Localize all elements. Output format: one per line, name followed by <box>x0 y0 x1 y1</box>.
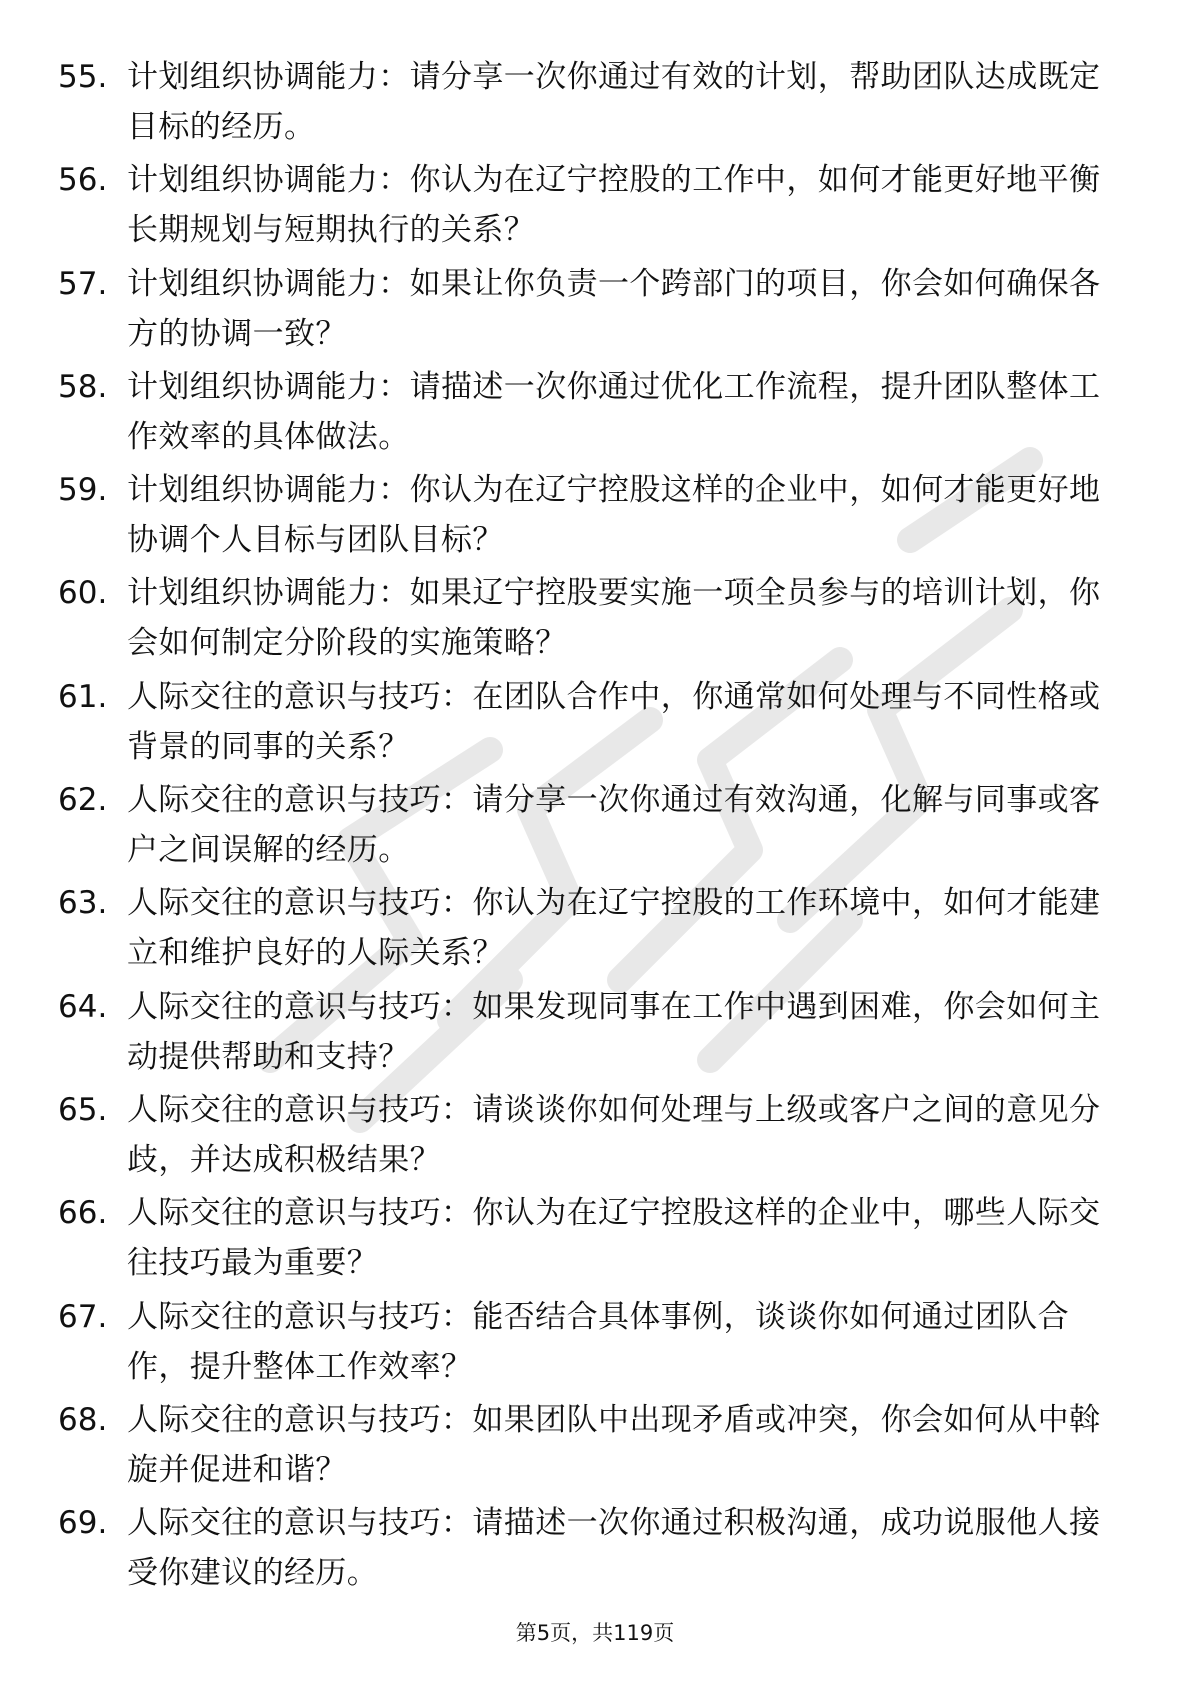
question-item <box>0 878 1190 981</box>
page-footer: 第5页，共119页 <box>515 1621 675 1645</box>
question-number: 60. <box>58 575 108 612</box>
question-list <box>0 52 1190 1601</box>
question-number: 59. <box>58 472 108 509</box>
question-text: 人际交往的意识与技巧：能否结合具体事例，谈谈你如何通过团队合作，提升整体工作效率？ <box>127 1298 1069 1385</box>
question-item <box>0 1188 1190 1291</box>
question-item <box>0 1292 1190 1395</box>
question-item <box>0 672 1190 775</box>
question-number: 63. <box>58 885 108 922</box>
question-item <box>0 155 1190 258</box>
question-number: 67. <box>58 1298 108 1335</box>
question-text: 人际交往的意识与技巧：请分享一次你通过有效沟通，化解与同事或客户之间误解的经历。 <box>127 782 1101 869</box>
question-item <box>0 362 1190 465</box>
question-text: 人际交往的意识与技巧：你认为在辽宁控股的工作环境中，如何才能建立和维护良好的人际关系？ <box>127 885 1101 972</box>
question-text: 人际交往的意识与技巧：请描述一次你通过积极沟通，成功说服他人接受你建议的经历。 <box>127 1505 1101 1592</box>
question-number: 56. <box>58 162 108 199</box>
question-text: 人际交往的意识与技巧：你认为在辽宁控股这样的企业中，哪些人际交往技巧最为重要？ <box>127 1195 1101 1282</box>
question-text: 人际交往的意识与技巧：如果团队中出现矛盾或冲突，你会如何从中斡旋并促进和谐？ <box>127 1401 1101 1488</box>
question-text: 计划组织协调能力：你认为在辽宁控股的工作中，如何才能更好地平衡长期规划与短期执行的关系？ <box>127 162 1101 249</box>
question-item <box>0 1395 1190 1498</box>
question-item <box>0 465 1190 568</box>
question-item <box>0 1085 1190 1188</box>
question-number: 65. <box>58 1091 108 1128</box>
question-number: 62. <box>58 782 108 819</box>
question-item <box>0 775 1190 878</box>
question-item <box>0 982 1190 1085</box>
question-item <box>0 568 1190 671</box>
question-text: 计划组织协调能力：请分享一次你通过有效的计划，帮助团队达成既定目标的经历。 <box>127 59 1101 145</box>
question-text: 计划组织协调能力：如果辽宁控股要实施一项全员参与的培训计划，你会如何制定分阶段的实施策略？ <box>127 575 1101 662</box>
question-number: 66. <box>58 1195 108 1232</box>
question-number: 61. <box>58 678 108 715</box>
question-item <box>0 259 1190 362</box>
question-text: 计划组织协调能力：你认为在辽宁控股这样的企业中，如何才能更好地协调个人目标与团队目标？ <box>127 472 1101 559</box>
question-text: 人际交往的意识与技巧：如果发现同事在工作中遇到困难，你会如何主动提供帮助和支持？ <box>127 988 1101 1075</box>
question-text: 计划组织协调能力：如果让你负责一个跨部门的项目，你会如何确保各方的协调一致？ <box>127 265 1101 352</box>
question-item <box>0 1498 1190 1601</box>
question-number: 64. <box>58 988 108 1025</box>
question-number: 58. <box>58 368 108 405</box>
question-text: 人际交往的意识与技巧：请谈谈你如何处理与上级或客户之间的意见分歧，并达成积极结果？ <box>127 1091 1101 1178</box>
question-text: 人际交往的意识与技巧：在团队合作中，你通常如何处理与不同性格或背景的同事的关系？ <box>127 678 1101 765</box>
question-text: 计划组织协调能力：请描述一次你通过优化工作流程，提升团队整体工作效率的具体做法。 <box>127 368 1101 455</box>
question-number: 55. <box>58 59 108 95</box>
question-number: 57. <box>58 265 108 302</box>
question-number: 69. <box>58 1505 108 1542</box>
question-number: 68. <box>58 1401 108 1438</box>
question-item <box>0 52 1190 155</box>
